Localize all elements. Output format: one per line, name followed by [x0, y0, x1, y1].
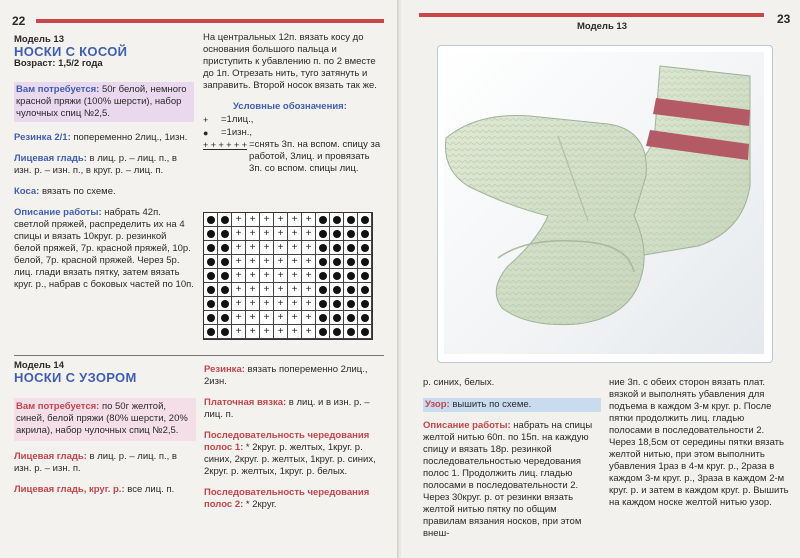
purl-dot-icon — [319, 244, 327, 252]
chart-cell — [218, 255, 232, 269]
purl-dot-icon — [221, 272, 229, 280]
chart-cell — [218, 325, 232, 339]
chart-cell — [358, 325, 372, 339]
model14-rib-text: вязать попеременно 2лиц., 2изн. — [204, 364, 368, 387]
chart-cell — [344, 297, 358, 311]
purl-dot-icon — [347, 314, 355, 322]
knit-plus-icon: + — [260, 325, 274, 339]
purl-dot-icon — [333, 230, 341, 238]
model13-stock-label: Лицевая гладь: — [14, 153, 87, 164]
knit-plus-icon: + — [246, 297, 260, 311]
pattern-text: вышить по схеме. — [452, 399, 532, 410]
chart-cell — [316, 297, 330, 311]
model14-seq2-label: Последовательность чередования полос 2: — [204, 487, 370, 510]
purl-dot-icon — [347, 216, 355, 224]
purl-dot-icon — [347, 258, 355, 266]
knit-plus-icon: + — [232, 297, 246, 311]
purl-dot-icon — [347, 244, 355, 252]
purl-dot-icon — [347, 230, 355, 238]
model14-round-text: все лиц. п. — [127, 484, 175, 495]
knit-plus-icon: + — [274, 213, 288, 227]
model13-desc-text: набрать 42п. светлой пряжей, распределить их на 4 спицы и вязать 10круг. р. резинкой белой пряжей, 7р. красной пряжей, 10р. белой, 7р. красной пряжей. Через 5р. лиц. глади вязать пятку, затем вязать круг. р., набрав с боковых частей по 10п. — [14, 207, 194, 290]
right-page — [401, 0, 800, 558]
model14-seq1-text: * 2круг. р. желтых, 1круг. р. синих, 2круг. р. желтых, 1круг. р. синих, 2круг. р. желтых, 1круг. р. белых. — [204, 442, 376, 477]
chart-cell — [204, 213, 218, 227]
knit-plus-icon: + — [274, 311, 288, 325]
chart-cell — [218, 227, 232, 241]
purl-dot-icon — [361, 328, 369, 336]
plus-symbol-icon: + — [203, 114, 209, 125]
knit-plus-icon: + — [288, 255, 302, 269]
knit-plus-icon: + — [288, 213, 302, 227]
purl-dot-icon — [333, 258, 341, 266]
chart-cell — [358, 227, 372, 241]
chart-cell — [316, 241, 330, 255]
knit-plus-icon: + — [288, 297, 302, 311]
header-rule-right — [419, 13, 764, 17]
model14-needs-text: по 50г желтой, синей, белой пряжи (80% шерсти, 20% акрила), набор чулочных спиц №2,5. — [16, 401, 188, 436]
model13-rib-label: Резинка 2/1: — [14, 132, 71, 143]
chart-cell — [204, 311, 218, 325]
chart-cell — [358, 311, 372, 325]
model14-rib-label: Резинка: — [204, 364, 245, 375]
chart-cell — [344, 269, 358, 283]
chart-cell — [330, 311, 344, 325]
model13-age: Возраст: 1,5/2 года — [14, 58, 103, 69]
knit-plus-icon: + — [260, 283, 274, 297]
purl-dot-icon — [221, 230, 229, 238]
purl-dot-icon — [207, 216, 215, 224]
chart-cell — [316, 227, 330, 241]
knit-plus-icon: + — [260, 311, 274, 325]
purl-dot-icon — [207, 286, 215, 294]
model13-rib-text: попеременно 2лиц., 1изн. — [73, 132, 188, 143]
purl-dot-icon — [207, 300, 215, 308]
model14-garter-text: в лиц. и в изн. р. – лиц. п. — [204, 397, 370, 420]
model14-seq2-text: * 2круг. — [245, 499, 277, 510]
purl-dot-icon — [361, 286, 369, 294]
cable-symbol-icon: + + + + + + — [203, 140, 248, 150]
purl-dot-icon — [221, 244, 229, 252]
model14-needs-box — [14, 398, 196, 441]
model14-garter-label: Платочная вязка: — [204, 397, 287, 408]
chart-cell — [330, 255, 344, 269]
legend-row-purl — [203, 126, 383, 139]
purl-dot-icon — [319, 314, 327, 322]
purl-dot-icon — [319, 272, 327, 280]
sock-front — [445, 115, 646, 324]
section-divider — [14, 355, 384, 356]
knit-plus-icon: + — [288, 283, 302, 297]
knit-plus-icon: + — [246, 311, 260, 325]
legend-row-knit — [203, 113, 383, 126]
knit-plus-icon: + — [302, 325, 316, 339]
chart-cell — [358, 255, 372, 269]
knit-plus-icon: + — [246, 227, 260, 241]
knit-plus-icon: + — [246, 255, 260, 269]
model13-col2 — [203, 32, 383, 175]
purl-dot-icon — [207, 244, 215, 252]
knit-plus-icon: + — [246, 269, 260, 283]
knit-plus-icon: + — [288, 311, 302, 325]
chart-cell — [330, 241, 344, 255]
knit-plus-icon: + — [288, 227, 302, 241]
purl-dot-icon — [221, 286, 229, 294]
knit-plus-icon: + — [302, 241, 316, 255]
purl-dot-icon — [207, 314, 215, 322]
purl-dot-icon — [347, 328, 355, 336]
knit-plus-icon: + — [246, 283, 260, 297]
pattern-label: Узор: — [425, 399, 450, 410]
chart-cell — [344, 325, 358, 339]
purl-dot-icon — [221, 328, 229, 336]
model13-needs-label: Вам потребуется: — [16, 84, 100, 95]
purl-dot-icon — [361, 314, 369, 322]
chart-cell — [330, 325, 344, 339]
purl-dot-icon — [333, 272, 341, 280]
chart-cell — [358, 213, 372, 227]
knit-plus-icon: + — [302, 213, 316, 227]
legend — [203, 101, 383, 175]
chart-cell — [344, 255, 358, 269]
model14-seq1-label: Последовательность чередования полос 1: — [204, 430, 370, 453]
purl-dot-icon — [361, 216, 369, 224]
knit-plus-icon: + — [274, 297, 288, 311]
page-number-right: 23 — [777, 12, 791, 26]
model14-title: НОСКИ С УЗОРОМ — [14, 370, 137, 385]
knit-plus-icon: + — [232, 227, 246, 241]
purl-dot-icon — [207, 328, 215, 336]
purl-dot-icon — [207, 230, 215, 238]
purl-dot-icon — [361, 244, 369, 252]
page-number-left: 22 — [12, 14, 26, 28]
chart-cell — [358, 297, 372, 311]
knit-plus-icon: + — [274, 269, 288, 283]
purl-dot-icon — [333, 300, 341, 308]
model13-needs-text: 50г белой, немного красной пряжи (100% шерсти), набор чулочных спиц №2,5. — [16, 84, 187, 119]
chart-cell — [204, 297, 218, 311]
knit-plus-icon: + — [232, 213, 246, 227]
photo-frame — [437, 45, 773, 363]
model13-needs-box — [14, 82, 194, 122]
purl-dot-icon — [361, 300, 369, 308]
model14-needs-label: Вам потребуется: — [16, 401, 100, 412]
chart-cell — [344, 311, 358, 325]
chart-cell — [316, 325, 330, 339]
chart-cell — [344, 241, 358, 255]
knit-plus-icon: + — [232, 311, 246, 325]
legend-cable-text: =снять 3п. на вспом. спицу за работой, 3лиц. и провязать 3п. со вспом. спицы лиц. — [249, 139, 381, 174]
right-col1-text: р. синих, белых. — [423, 377, 495, 388]
model14-col2 — [204, 364, 384, 520]
knit-plus-icon: + — [302, 269, 316, 283]
purl-dot-icon — [361, 230, 369, 238]
purl-dot-icon — [319, 258, 327, 266]
chart-cell — [218, 311, 232, 325]
knit-plus-icon: + — [246, 241, 260, 255]
chart-cell — [344, 213, 358, 227]
chart-cell — [204, 227, 218, 241]
model14-col1 — [14, 360, 196, 505]
purl-dot-icon — [319, 328, 327, 336]
model14-stock-text: в лиц. р. – лиц. п., в изн. р. – изн. п. — [14, 451, 177, 474]
knit-plus-icon: + — [274, 325, 288, 339]
knit-plus-icon: + — [260, 255, 274, 269]
model14-round-label: Лицевая гладь, круг. р.: — [14, 484, 125, 495]
purl-dot-icon — [319, 286, 327, 294]
knit-plus-icon: + — [232, 283, 246, 297]
knit-plus-icon: + — [274, 255, 288, 269]
legend-knit-text: =1лиц., — [221, 113, 254, 125]
knit-plus-icon: + — [232, 255, 246, 269]
chart-cell — [218, 269, 232, 283]
chart-cell — [330, 283, 344, 297]
knit-plus-icon: + — [232, 325, 246, 339]
model13-desc-label: Описание работы: — [14, 207, 102, 218]
purl-dot-icon — [333, 286, 341, 294]
purl-dot-icon — [361, 258, 369, 266]
model13-cable-label: Коса: — [14, 186, 40, 197]
right-desc-text: набрать на спицы желтой нитью 60п. по 15п. на каждую спицу и вязать 18р. резинкой последовательностью чередования полос 1. Продолжить лиц. гладью полосами в последовательности 2. Через 30круг. р. от резинки вязать желтой нитью пятку по общим правилам вязания носков, при этом внеш- — [423, 420, 593, 539]
model13-cable-text: вязать по схеме. — [41, 186, 116, 197]
knit-plus-icon: + — [302, 311, 316, 325]
chart-cell — [204, 255, 218, 269]
knit-plus-icon: + — [260, 269, 274, 283]
chart-cell — [330, 227, 344, 241]
purl-dot-icon — [361, 272, 369, 280]
model13-continuation: На центральных 12п. вязать косу до основания большого пальца и приступить к убавлению п. по 2 вместе до 1п. Отрезать нить, туго затянуть и заправить. Второй носок вязать так же. — [203, 32, 377, 91]
header-rule-left — [36, 19, 384, 23]
chart-cell — [344, 283, 358, 297]
chart-cell — [358, 269, 372, 283]
chart-cell — [316, 311, 330, 325]
model13-title: НОСКИ С КОСОЙ — [14, 44, 128, 59]
chart-cell — [316, 255, 330, 269]
purl-dot-icon — [333, 244, 341, 252]
purl-dot-icon — [333, 328, 341, 336]
purl-dot-icon — [221, 314, 229, 322]
knit-plus-icon: + — [288, 241, 302, 255]
model14-stock-label: Лицевая гладь: — [14, 451, 87, 462]
socks-photo — [438, 46, 772, 362]
purl-dot-icon — [347, 272, 355, 280]
chart-cell — [330, 213, 344, 227]
chart-cell — [358, 241, 372, 255]
chart-cell — [330, 297, 344, 311]
knit-plus-icon: + — [232, 269, 246, 283]
chart-cell — [330, 269, 344, 283]
purl-dot-icon — [347, 286, 355, 294]
purl-dot-icon — [221, 216, 229, 224]
purl-dot-icon — [221, 258, 229, 266]
chart-cell — [218, 283, 232, 297]
knit-plus-icon: + — [302, 255, 316, 269]
chart-cell — [218, 213, 232, 227]
chart-cell — [316, 213, 330, 227]
chart-cell — [316, 283, 330, 297]
knit-plus-icon: + — [260, 297, 274, 311]
right-desc-label: Описание работы: — [423, 420, 511, 431]
chart-cell — [204, 269, 218, 283]
left-page — [0, 0, 399, 558]
knit-plus-icon: + — [274, 241, 288, 255]
legend-row-cable — [203, 139, 383, 175]
right-col1 — [423, 377, 601, 549]
knit-plus-icon: + — [288, 325, 302, 339]
knit-plus-icon: + — [260, 241, 274, 255]
knit-plus-icon: + — [246, 213, 260, 227]
knit-plus-icon: + — [274, 283, 288, 297]
chart-cell — [358, 283, 372, 297]
purl-dot-icon — [333, 314, 341, 322]
purl-dot-icon — [319, 230, 327, 238]
chart-cell — [344, 227, 358, 241]
chart-cell — [218, 297, 232, 311]
knit-plus-icon: + — [232, 241, 246, 255]
cable-chart — [203, 212, 373, 340]
knit-plus-icon: + — [288, 269, 302, 283]
knit-plus-icon: + — [274, 227, 288, 241]
model14-label: Модель 14 — [14, 360, 64, 371]
pattern-line — [423, 398, 601, 412]
purl-dot-icon — [221, 300, 229, 308]
knit-plus-icon: + — [302, 227, 316, 241]
chart-cell — [316, 269, 330, 283]
model13-label: Модель 13 — [14, 34, 64, 45]
knit-plus-icon: + — [302, 297, 316, 311]
knit-plus-icon: + — [246, 325, 260, 339]
chart-cell — [204, 241, 218, 255]
legend-title: Условные обозначения: — [233, 101, 347, 112]
knit-plus-icon: + — [260, 227, 274, 241]
knit-plus-icon: + — [260, 213, 274, 227]
purl-dot-icon — [319, 216, 327, 224]
purl-dot-icon — [347, 300, 355, 308]
legend-purl-text: =1изн., — [221, 126, 253, 138]
chart-cell — [218, 241, 232, 255]
chart-cell — [204, 283, 218, 297]
purl-dot-icon — [333, 216, 341, 224]
right-col2 — [609, 377, 789, 518]
purl-dot-icon — [319, 300, 327, 308]
model13-stock-text: в лиц. р. – лиц. п., в изн. р. – изн. п., в круг. р. – лиц. п. — [14, 153, 177, 176]
chart-cell — [204, 325, 218, 339]
right-col2-text: ние 3п. с обеих сторон вязать плат. вязкой и выполнять убавления для подъема в каждом 3-м круг. р. После пятки продолжить лиц. гладью полосами в последовательности 2. Через 18,5см от середины пятки вязать желтой нитью, при этом выполнить убавления 1раз в 4-м круг. р., 2раза в каждом 3-м круг. р., 3раза в каждом 2-м круг. р. и затем в каждом круг. р. Вышить на каждом носке желтой нитью узор. — [609, 377, 789, 508]
purl-dot-icon — [207, 258, 215, 266]
purl-dot-icon — [207, 272, 215, 280]
knit-plus-icon: + — [302, 283, 316, 297]
model13-col1 — [14, 34, 194, 300]
right-model-label: Модель 13 — [577, 21, 627, 32]
dot-symbol-icon: ● — [203, 127, 209, 138]
